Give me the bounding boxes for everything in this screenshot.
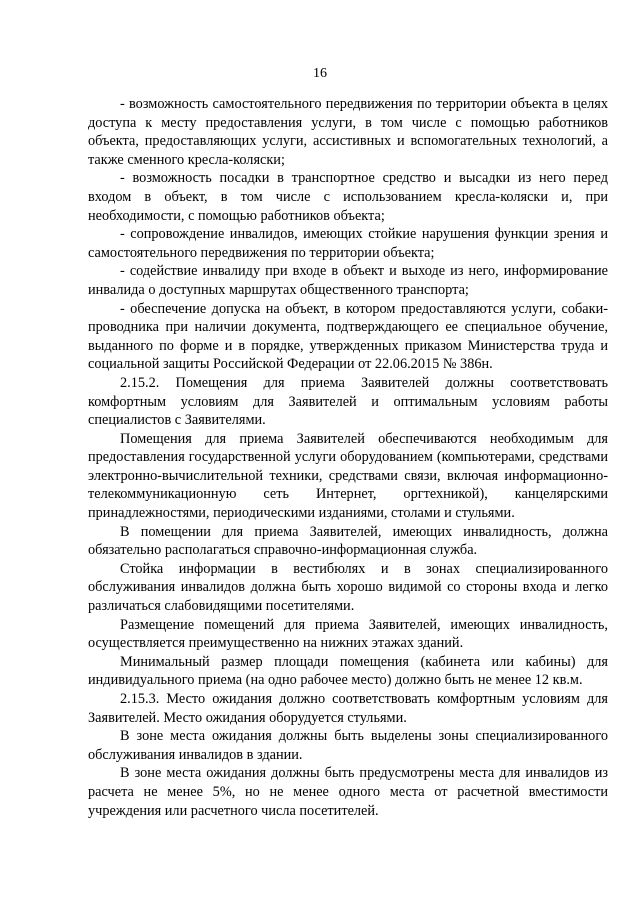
paragraph-min-area: Минимальный размер площади помещения (кабинета или кабины) для индивидуального приема (на одно рабочее место) должно быть не менее 12 кв.м.: [88, 653, 608, 689]
paragraph-info-service: В помещении для приема Заявителей, имеющих инвалидность, должна обязательно располагаться справочно-информационная служба.: [88, 523, 608, 559]
document-body: [88, 95, 608, 820]
paragraph-info-desk: Стойка информации в вестибюлях и в зонах специализированного обслуживания инвалидов должна быть хорошо видимой со стороны входа и легко различаться слабовидящими посетителями.: [88, 560, 608, 615]
paragraph-vision-escort: - сопровождение инвалидов, имеющих стойкие нарушения функции зрения и самостоятельного передвижения по территории объекта;: [88, 226, 608, 261]
paragraph-guide-dog: - обеспечение допуска на объект, в котором предоставляются услуги, собаки-проводника при наличии документа, подтверждающего ее специальное обучение, выданного по форме и в порядке, утвержденных приказом Министерства труда и социальной защиты Российской Федерации от 22.06.2015 № 386н.: [88, 300, 608, 373]
paragraph-entry-assistance: - содействие инвалиду при входе в объект и выходе из него, информирование инвалида о доступных маршрутах общественного транспорта;: [88, 263, 608, 298]
paragraph-mobility-access: - возможность самостоятельного передвижения по территории объекта в целях доступа к месту предоставления услуги, в том числе с помощью работников объекта, предоставляющих услуги, ассистивных и вспомогательных технологий, а также сменного кресла-коляски;: [88, 96, 608, 168]
page-number: 16: [313, 66, 327, 81]
paragraph-waiting-seats: В зоне места ожидания должны быть предусмотрены места для инвалидов из расчета не менее 5%, но не менее одного места от расчетной вместимости учреждения или расчетного числа посетителей.: [88, 765, 608, 819]
paragraph-waiting-zones: В зоне места ожидания должны быть выделены зоны специализированного обслуживания инвалидов в здании.: [88, 728, 608, 763]
paragraph-vehicle-boarding: - возможность посадки в транспортное средство и высадки из него перед входом в объект, в том числе с использованием кресла-коляски и, при необходимости, с помощью работников объекта;: [88, 170, 608, 224]
paragraph-2-15-3: 2.15.3. Место ожидания должно соответствовать комфортным условиям для Заявителей. Место ожидания оборудуется стульями.: [88, 691, 608, 726]
paragraph-lower-floors: Размещение помещений для приема Заявителей, имеющих инвалидность, осуществляется преимущественно на нижних этажах зданий.: [88, 616, 608, 652]
paragraph-2-15-2: 2.15.2. Помещения для приема Заявителей должны соответствовать комфортным условиям для Заявителей и оптимальным условиям работы специалистов с Заявителями.: [88, 374, 608, 429]
paragraph-equipment: Помещения для приема Заявителей обеспечиваются необходимым для предоставления государственной услуги оборудованием (компьютерами, средствами электронно-вычислительной техники, средствами связи, включая информационно-телекоммуникационную сеть Интернет, оргтехникой), канцелярскими принадлежностями, периодическими изданиями, столами и стульями.: [88, 430, 608, 522]
